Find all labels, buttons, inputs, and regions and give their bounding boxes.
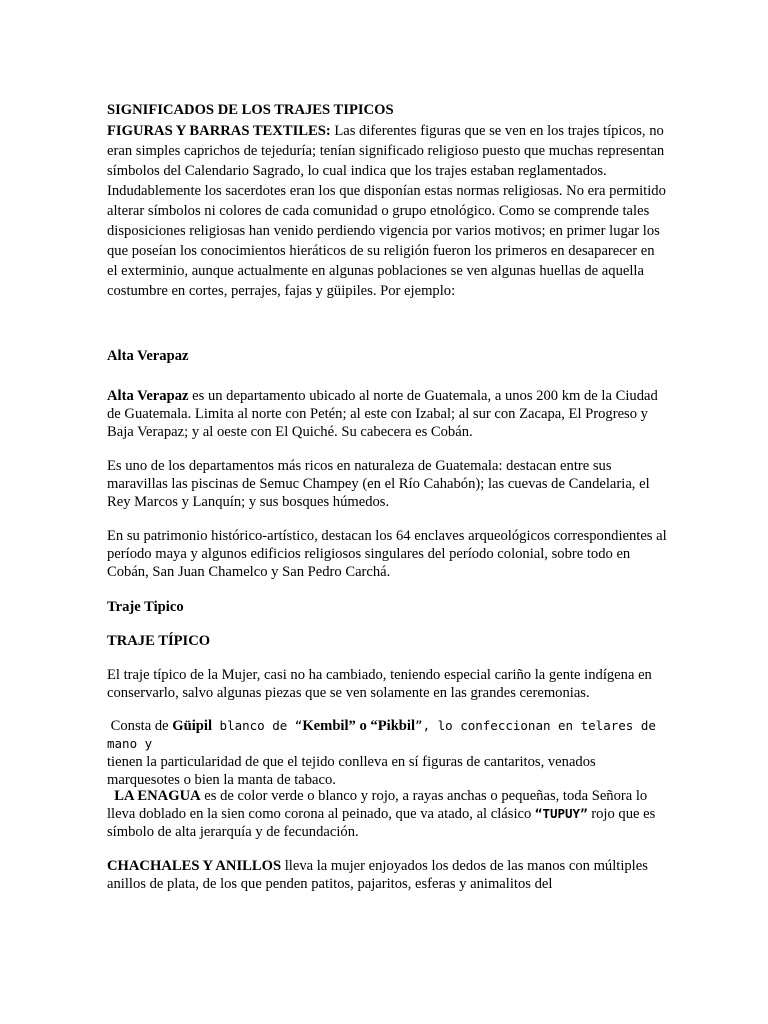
traje-tipico-subtitle: Traje Tipico	[107, 599, 184, 615]
tupuy-term: “TUPUY”	[534, 806, 588, 821]
enagua-lead: LA ENAGUA	[107, 788, 201, 804]
section-title-alta-verapaz: Alta Verapaz	[107, 348, 189, 364]
enagua-end: rojo que es símbolo de alta jerarquía y de fecundación.	[107, 806, 656, 840]
alta-verapaz-text: es un departamento ubicado al norte de Guatemala, a unos 200 km de la Ciudad de Guatemala. Limita al norte con Petén; al este con Izabal; al sur con Zacapa, El Progreso y Baja Verapaz; y al oeste con El Quiché. Su cabecera es Cobán.	[107, 388, 658, 440]
guipil-rest: tienen la particularidad de que el tejido conlleva en sí figuras de cantaritos, venados marquesotes o bien la manta de tabaco.	[107, 754, 596, 788]
traje-paragraph-3	[107, 787, 667, 841]
kembil-term: Kembil” o “Pikbil	[302, 718, 416, 734]
traje-paragraph-2	[107, 717, 667, 789]
chachales-text: lleva la mujer enjoyados los dedos de las manos con múltiples anillos de plata, de los que penden patitos, pajaritos, esferas y animalitos del	[107, 858, 648, 892]
intro-text: Las diferentes figuras que se ven en los trajes típicos, no eran simples caprichos de tejeduría; tenían significado religioso puesto que muchas representan símbolos del Calendario Sagrado, lo cual indica que los trajes estaban reglamentados. Indudablemente los sacerdotes eran los que disponían estas normas religiosas. No era permitido alterar símbolos ni colores de cada comunidad o grupo etnológico. Como se comprende tales disposiciones religiosas han venido perdiendo vigencia por varios motivos; en primer lugar los que poseían los conocimientos hieráticos de su religión fueron los primeros en desaparecer en el exterminio, aunque actualmente en algunas poblaciones se ven algunas huellas de aquella costumbre en cortes, perrajes, fajas y güipiles. Por ejemplo:	[107, 123, 666, 299]
alta-verapaz-paragraph-1	[107, 387, 667, 441]
traje-paragraph-4	[107, 857, 667, 893]
enagua-text: es de color verde o blanco y rojo, a rayas anchas o pequeñas, toda Señora lo lleva doblado en la sien como corona al peinado, que va atado, al clásico	[107, 788, 648, 822]
chachales-lead: CHACHALES Y ANILLOS	[107, 858, 282, 874]
guipil-prefix: Consta de	[107, 718, 173, 734]
alta-verapaz-paragraph-3: En su patrimonio histórico-artístico, destacan los 64 enclaves arqueológicos correspondientes al período maya y algunos edificios religiosos singulares del período colonial, sobre todo en Cobán, San Juan Chamelco y San Pedro Carchá.	[107, 528, 667, 580]
traje-paragraph-1: El traje típico de la Mujer, casi no ha cambiado, teniendo especial cariño la gente indígena en conservarlo, salvo algunas piezas que se ven solamente en las grandes ceremonias.	[107, 667, 652, 701]
alta-verapaz-paragraph-2: Es uno de los departamentos más ricos en naturaleza de Guatemala: destacan entre sus maravillas las piscinas de Semuc Champey (en el Río Cahabón); las cuevas de Candelaria, el Rey Marcos y Lanquín; y sus bosques húmedos.	[107, 458, 650, 510]
intro-lead: FIGURAS Y BARRAS TEXTILES:	[107, 123, 331, 139]
guipil-mono-1: blanco de “	[212, 718, 303, 733]
document-heading: SIGNIFICADOS DE LOS TRAJES TIPICOS	[107, 102, 394, 118]
traje-tipico-title: TRAJE TÍPICO	[107, 633, 211, 649]
intro-paragraph	[107, 121, 667, 301]
alta-verapaz-lead: Alta Verapaz	[107, 388, 189, 404]
guipil-mono-2: ”, lo confeccionan en telares de mano y	[107, 718, 656, 751]
guipil-term: Güipil	[172, 718, 213, 734]
